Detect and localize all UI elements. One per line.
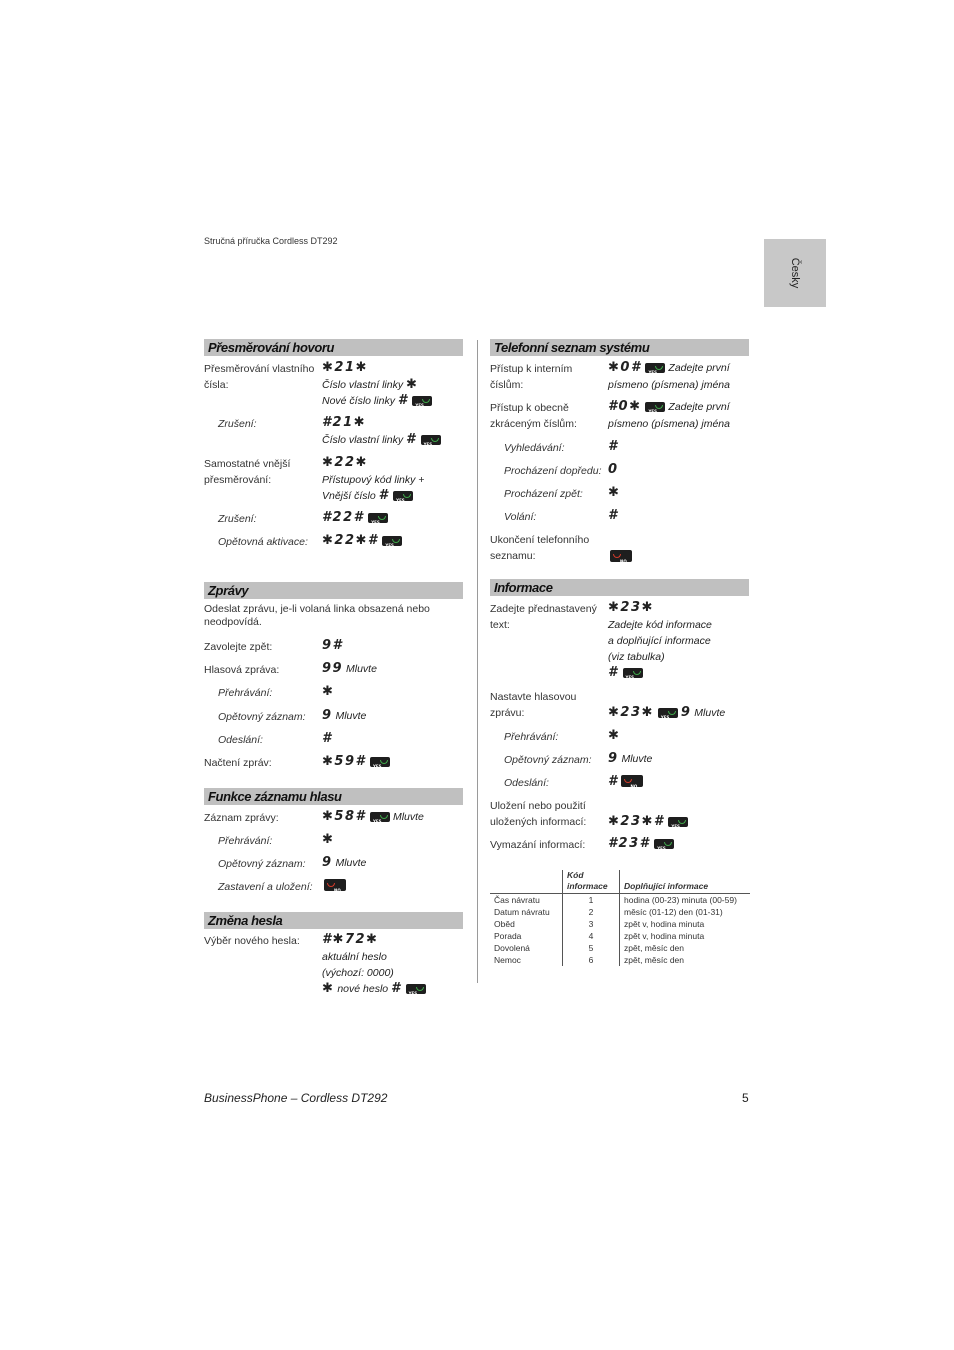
delete-label: Vymazání informací: (490, 839, 586, 851)
rec-play-label: Přehrávání: (218, 835, 273, 847)
running-header: Stručná příručka Cordless DT292 (204, 236, 338, 246)
password-line2: (výchozí: 0000) (322, 967, 394, 979)
info-send-label: Odeslání: (504, 777, 549, 789)
yes-key-icon (406, 984, 426, 994)
page-number: 5 (742, 1091, 749, 1105)
table-row (490, 918, 750, 930)
yes-key-icon (645, 363, 665, 373)
zaznam-body (204, 805, 463, 912)
language-tab-label: Česky (789, 257, 801, 289)
zpravy-body (204, 599, 463, 788)
table-header-cell (490, 870, 563, 894)
cancel1-label: Zrušení: (218, 418, 257, 430)
end-directory-label: Ukončení telefonního seznamu: (490, 534, 590, 562)
voice-info-code: ✱23✱YES 9 Mluvte (608, 705, 725, 721)
presmerovani-body (204, 356, 463, 554)
preset-line1: Zadejte kód informace (608, 619, 712, 631)
call-code: # (608, 508, 619, 523)
table-cell: 1 (563, 894, 620, 907)
table-row (490, 930, 750, 942)
delete-code: #23#YES (608, 836, 674, 852)
section-title-zaznam: Funkce záznamu hlasu (204, 788, 463, 805)
no-key-icon (610, 550, 632, 562)
cancel2-label: Zrušení: (218, 513, 257, 525)
section-title-heslo: Změna hesla (204, 912, 463, 929)
table-cell: zpět v, hodina minuta (624, 919, 705, 929)
table-row (490, 894, 750, 907)
table-cell: 5 (563, 942, 620, 954)
cancel1-line: Číslo vlastní linky #YES (322, 432, 441, 448)
forward-label: Procházení dopředu: (504, 465, 602, 477)
section-title-presmerovani: Přesměrování hovoru (204, 339, 463, 356)
yes-key-icon (668, 817, 688, 827)
voice-info-label: Nastavte hlasovou zprávu: (490, 691, 577, 719)
rec-play-code: ✱ (322, 832, 335, 847)
table-header-cell: Kód informace (563, 870, 620, 894)
internal-label: Přístup k interním číslům: (490, 363, 573, 391)
general-label: Přístup k obecně zkráceným číslům: (490, 402, 577, 430)
password-line3: ✱ nové heslo #YES (322, 981, 426, 997)
cancel2-code: #22#YES (322, 510, 388, 526)
yes-key-icon (421, 435, 441, 445)
yes-key-icon (645, 402, 665, 412)
right-column (490, 339, 749, 866)
preset-label: Zadejte přednastavený text: (490, 603, 597, 631)
internal-code: ✱0#YES Zadejte první (608, 360, 730, 376)
table-row (490, 942, 750, 954)
yes-key-icon (370, 757, 390, 767)
no-key-icon (621, 775, 643, 787)
no-key-icon (324, 879, 346, 891)
password-line1: aktuální heslo (322, 951, 387, 963)
yes-key-icon (393, 491, 413, 501)
preset-line2: a doplňující informace (608, 635, 711, 647)
preset-code: ✱23✱ (608, 600, 654, 615)
cancel1-code: #21✱ (322, 415, 367, 430)
forward-code: 0 (608, 462, 619, 477)
table-cell: 2 (563, 906, 620, 918)
table-cell: měsíc (01-12) den (01-31) (624, 907, 723, 917)
table-cell: hodina (00-23) minuta (00-59) (624, 895, 737, 905)
info-play-label: Přehrávání: (504, 731, 559, 743)
table-cell: Dovolená (490, 942, 563, 954)
store-code: ✱23✱#YES (608, 814, 688, 830)
voice-msg-code: 99 Mluvte (322, 661, 377, 676)
preset-end: #YES (608, 665, 643, 681)
preset-line3: (viz tabulka) (608, 651, 665, 663)
section-title-informace: Informace (490, 579, 749, 596)
ext-forward-line1: Přístupový kód linky + (322, 474, 425, 486)
section-title-zpravy: Zprávy (204, 582, 463, 599)
table-cell: zpět v, hodina minuta (624, 931, 705, 941)
search-label: Vyhledávání: (504, 442, 565, 454)
table-cell: 4 (563, 930, 620, 942)
table-cell: Datum návratu (490, 906, 563, 918)
table-cell: zpět, měsíc den (624, 943, 685, 953)
reactivate-label: Opětovná aktivace: (218, 536, 308, 548)
info-play-code: ✱ (608, 728, 621, 743)
table-row (490, 906, 750, 918)
info-rerecord-code: 9 Mluvte (608, 751, 653, 766)
new-password-code: #✱72✱ (322, 932, 379, 947)
record-label: Záznam zprávy: (204, 812, 279, 824)
voice-msg-label: Hlasová zpráva: (204, 664, 280, 676)
internal-text: písmeno (písmena) jména (608, 379, 730, 391)
send-code: # (322, 731, 333, 746)
back-code: ✱ (608, 485, 621, 500)
own-forward-label: Přesměrování vlastního čísla: (204, 363, 315, 391)
search-code: # (608, 439, 619, 454)
reactivate-code: ✱22✱#YES (322, 533, 402, 549)
yes-key-icon (623, 668, 643, 678)
callback-label: Zavolejte zpět: (204, 641, 273, 653)
back-label: Procházení zpět: (504, 488, 583, 500)
table-header-cell: Doplňující informace (620, 870, 751, 894)
yes-key-icon (654, 839, 674, 849)
table-row (490, 954, 750, 966)
general-code: #0✱YES Zadejte první (608, 399, 730, 415)
table-cell: 6 (563, 954, 620, 966)
own-forward-line1: Číslo vlastní linky ✱ (322, 377, 419, 392)
ext-forward-label: Samostatné vnější přesměrování: (204, 458, 291, 486)
table-cell: zpět, měsíc den (624, 955, 685, 965)
left-column (204, 339, 463, 1009)
language-tab (764, 239, 826, 307)
end-directory-code (608, 549, 632, 565)
call-label: Volání: (504, 511, 537, 523)
general-text: písmeno (písmena) jména (608, 418, 730, 430)
seznam-body (490, 356, 749, 579)
footer-title: BusinessPhone – Cordless DT292 (204, 1091, 388, 1105)
play-code: ✱ (322, 684, 335, 699)
store-label: Uložení nebo použití uložených informací: (490, 800, 587, 828)
read-msg-label: Načtení zpráv: (204, 757, 272, 769)
own-forward-code: ✱21✱ (322, 360, 368, 375)
informace-body (490, 596, 749, 866)
yes-key-icon (412, 396, 432, 406)
table-cell: Oběd (490, 918, 563, 930)
read-msg-code: ✱59#YES (322, 754, 390, 770)
ext-forward-code: ✱22✱ (322, 455, 368, 470)
rec-rerecord-label: Opětovný záznam: (218, 858, 306, 870)
stop-save-label: Zastavení a uložení: (218, 881, 313, 893)
yes-key-icon (370, 812, 390, 822)
table-header-row (490, 870, 750, 894)
section-title-seznam: Telefonní seznam systému (490, 339, 749, 356)
info-rerecord-label: Opětovný záznam: (504, 754, 592, 766)
table-cell: Porada (490, 930, 563, 942)
yes-key-icon (368, 513, 388, 523)
yes-key-icon (382, 536, 402, 546)
send-label: Odeslání: (218, 734, 263, 746)
information-table (490, 870, 750, 966)
table-cell: Nemoc (490, 954, 563, 966)
rec-rerecord-code: 9 Mluvte (322, 855, 367, 870)
rerecord-code: 9 Mluvte (322, 708, 367, 723)
play-label: Přehrávání: (218, 687, 273, 699)
column-divider (477, 340, 478, 983)
rerecord-label: Opětovný záznam: (218, 711, 306, 723)
info-send-code: #NO (608, 774, 643, 790)
table-cell: 3 (563, 918, 620, 930)
record-code: ✱58#YES Mluvte (322, 809, 424, 825)
ext-forward-line2: Vnější číslo #YES (322, 488, 413, 504)
zpravy-intro: Odeslat zprávu, je-li volaná linka obsazená nebo neodpovídá. (204, 603, 430, 628)
stop-save-code (322, 878, 346, 894)
yes-key-icon (658, 708, 678, 718)
table-cell: Čas návratu (490, 894, 563, 907)
callback-code: 9# (322, 638, 344, 653)
new-password-label: Výběr nového hesla: (204, 935, 300, 947)
own-forward-line2: Nové číslo linky #YES (322, 393, 432, 409)
heslo-body (204, 929, 463, 1009)
